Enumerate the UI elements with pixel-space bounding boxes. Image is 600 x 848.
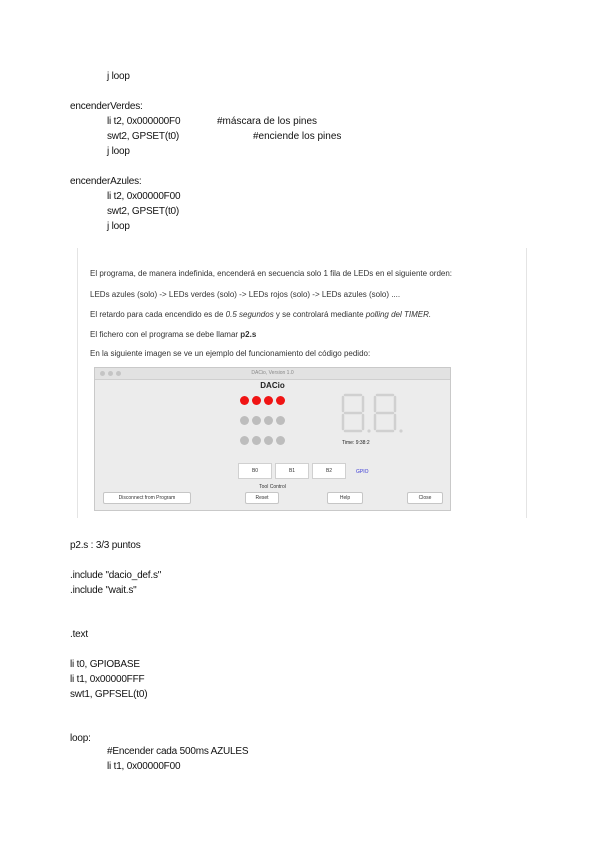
code-comment: #enciende los pines (253, 131, 342, 142)
close-button[interactable]: Close (407, 492, 443, 504)
dacio-window (94, 367, 451, 511)
led-blue-off (276, 436, 285, 445)
score-line: p2.s : 3/3 puntos (70, 540, 141, 551)
time-readout: Time: 9:38:2 (342, 440, 370, 446)
help-button[interactable]: Help (327, 492, 363, 504)
seven-segment-display (339, 392, 409, 436)
gpio-label: GPIO (356, 469, 369, 475)
switch-b0[interactable]: B0 (238, 463, 272, 479)
led-red (240, 396, 249, 405)
code-line: li t2, 0x00000F00 (107, 191, 181, 202)
window-titlebar (95, 368, 450, 380)
code-line: li t2, 0x000000F0 (107, 116, 181, 127)
text: El retardo para cada encendido es de (90, 310, 226, 319)
code-comment: #Encender cada 500ms AZULES (107, 746, 249, 757)
code-line: .include "wait.s" (70, 585, 137, 596)
disconnect-button[interactable]: Disconnect from Program (103, 492, 191, 504)
led-blue-off (264, 436, 273, 445)
paragraph: En la siguiente imagen se ve un ejemplo del funcionamiento del código pedido: (90, 349, 371, 358)
led-green-off (276, 416, 285, 425)
text: y se controlará mediante (273, 310, 366, 319)
code-line: li t1, 0x00000FFF (70, 674, 145, 685)
led-green-off (240, 416, 249, 425)
text-strong: p2.s (240, 330, 257, 339)
dacio-heading: DACio (260, 381, 285, 390)
led-red (264, 396, 273, 405)
code-label: encenderVerdes: (70, 101, 143, 112)
code-line: swt2, GPSET(t0) (107, 131, 180, 142)
switch-b1[interactable]: B1 (275, 463, 309, 479)
led-green-off (264, 416, 273, 425)
digit-segments (375, 395, 395, 431)
code-line: li t1, 0x00000F00 (107, 761, 181, 772)
paragraph (90, 330, 256, 340)
led-red (276, 396, 285, 405)
code-line: li t0, GPIOBASE (70, 659, 140, 670)
led-green-off (252, 416, 261, 425)
led-red (252, 396, 261, 405)
text-emphasis: polling del TIMER. (365, 310, 432, 319)
code-line: j loop (107, 221, 130, 232)
window-title: DACio, Version 1.0 (251, 370, 294, 376)
code-label: loop: (70, 733, 91, 744)
code-line: swt1, GPFSEL(t0) (70, 689, 148, 700)
code-line: .text (70, 629, 88, 640)
decimal-point (367, 429, 370, 432)
led-blue-off (252, 436, 261, 445)
switch-b2[interactable]: B2 (312, 463, 346, 479)
code-line: .include "dacio_def.s" (70, 570, 162, 581)
paragraph: El programa, de manera indefinida, encenderá en secuencia solo 1 fila de LEDs en el siguiente orden: (90, 269, 453, 278)
text: El fichero con el programa se debe llamar (90, 330, 241, 339)
paragraph: LEDs azules (solo) -> LEDs verdes (solo) -> LEDs rojos (solo) -> LEDs azules (solo) .... (90, 290, 401, 299)
code-line: swt2, GPSET(t0) (107, 206, 180, 217)
embedded-screenshot (77, 248, 527, 518)
code-line: j loop (107, 146, 130, 157)
decimal-point (399, 429, 402, 432)
code-line: j loop (107, 71, 130, 82)
paragraph (90, 310, 431, 320)
code-comment: #máscara de los pines (217, 116, 318, 127)
text-emphasis: 0.5 segundos (225, 310, 274, 319)
code-label: encenderAzules: (70, 176, 142, 187)
led-blue-off (240, 436, 249, 445)
digit-segments (343, 395, 363, 431)
reset-button[interactable]: Reset (245, 492, 279, 504)
tool-control-label: Tool Control (259, 484, 286, 490)
